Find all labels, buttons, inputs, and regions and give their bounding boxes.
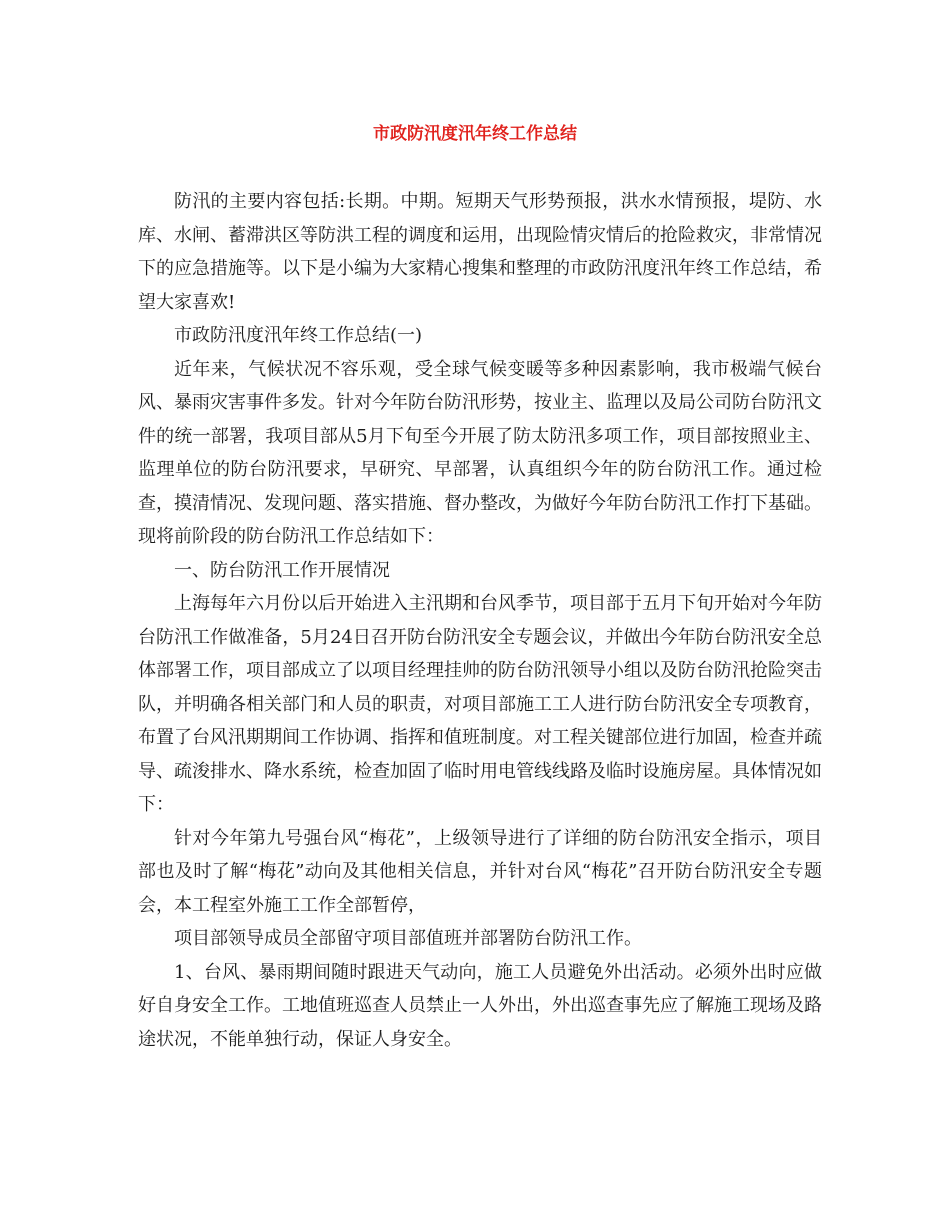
document-body — [138, 185, 822, 1056]
section-heading-one: 市政防汛度汛年终工作总结(一) — [174, 325, 423, 346]
paragraph-preparation: 上海每年六月份以后开始进入主汛期和台风季节，项目部于五月下旬开始对今年防台防汛工作做准备，5月24日召开防台防汛安全专题会议，并做出今年防台防汛安全总体部署工作，项目部成立了以项目经理挂帅的防台防汛领导小组以及防台防汛抢险突击队，并明确各相关部门和人员的职责，对项目部施工工人进行防台防汛安全专项教育，布置了台风汛期期间工作协调、指挥和值班制度。对工程关键部位进行加固，检查并疏导、疏浚排水、降水系统，检查加固了临时用电管线线路及临时设施房屋。具体情况如下： — [138, 593, 822, 815]
subsection-heading-one: 一、防台防汛工作开展情况 — [174, 559, 390, 581]
paragraph-intro: 防汛的主要内容包括:长期。中期。短期天气形势预报，洪水水情预报，堤防、水库、水闸、蓄滞洪区等防洪工程的调度和运用，出现险情灾情后的抢险救灾，非常情况下的应急措施等。以下是小编为大家精心搜集和整理的市政防汛度汛年终工作总结，希望大家喜欢! — [138, 191, 822, 313]
paragraph-typhoon: 针对今年第九号强台风“梅花”，上级领导进行了详细的防台防汛安全指示，项目部也及时了解“梅花”动向及其他相关信息，并针对台风“梅花”召开防台防汛安全专题会，本工程室外施工工作全部暂停， — [138, 827, 822, 916]
paragraph-duty: 项目部领导成员全部留守项目部值班并部署防台防汛工作。 — [174, 928, 642, 949]
document-title: 市政防汛度汛年终工作总结 — [373, 124, 577, 144]
paragraph-item-one: 1、台风、暴雨期间随时跟进天气动向，施工人员避免外出活动。必须外出时应做好自身安全工作。工地值班巡查人员禁止一人外出，外出巡查事先应了解施工现场及路途状况，不能单独行动，保证人身安全。 — [138, 961, 822, 1050]
paragraph-background: 近年来，气候状况不容乐观，受全球气候变暖等多种因素影响，我市极端气候台风、暴雨灾害事件多发。针对今年防台防汛形势，按业主、监理以及局公司防台防汛文件的统一部署，我项目部从5月下旬至今开展了防太防汛多项工作，项目部按照业主、监理单位的防台防汛要求，早研究、早部署，认真组织今年的防台防汛工作。通过检查，摸清情况、发现问题、落实措施、督办整改，为做好今年防台防汛工作打下基础。现将前阶段的防台防汛工作总结如下： — [138, 358, 822, 547]
